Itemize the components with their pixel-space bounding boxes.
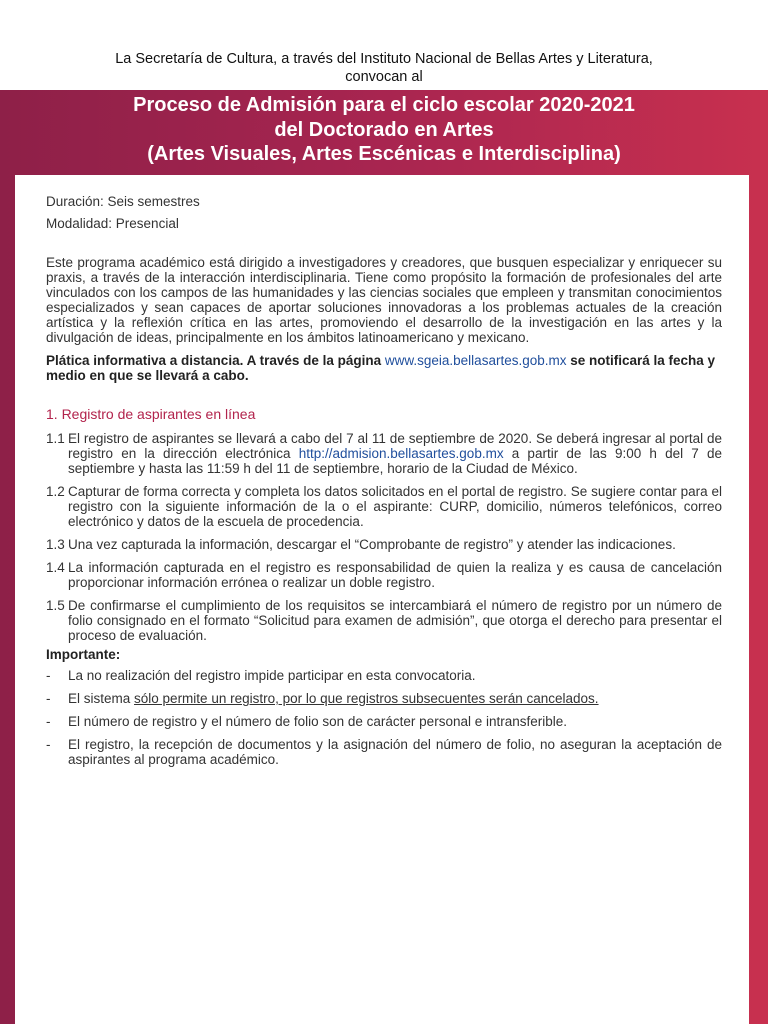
bullet-text: La no realización del registro impide participar en esta convocatoria.: [68, 668, 476, 683]
list-item: [46, 537, 722, 552]
admision-link[interactable]: http://admision.bellasartes.gob.mx: [298, 446, 504, 461]
bullet-dash: -: [46, 691, 51, 706]
duration: Duración: Seis semestres: [46, 194, 200, 209]
list-item: [46, 560, 722, 590]
info-session-text-before: Plática informativa a distancia. A través de la página: [46, 353, 385, 368]
bullet-item: [46, 691, 722, 706]
bullet-text-before: El sistema: [68, 691, 135, 706]
title-line-3: (Artes Visuales, Artes Escénicas e Interdisciplina): [147, 143, 621, 165]
item-number: 1.2: [46, 484, 65, 499]
item-number: 1.3: [46, 537, 65, 552]
intro-text: [0, 50, 768, 86]
bullet-underlined-text: sólo permite un registro, por lo que registros subsecuentes serán cancelados.: [134, 691, 599, 706]
bullet-text: [68, 691, 722, 706]
item-text: De confirmarse el cumplimiento de los requisitos se intercambiará el número de registro por un número de folio consignado en el formato “Solicitud para examen de admisión”, que otorga el derecho para presentar el proceso de evaluación.: [68, 598, 722, 643]
item-text: Capturar de forma correcta y completa los datos solicitados en el portal de registro. Se sugiere contar para el registro con la siguiente información de la o el aspirante: CURP, domicilio, números telefónicos, correo electrónico y datos de la escuela de procedencia.: [68, 484, 722, 529]
bullet-text: El número de registro y el número de folio son de carácter personal e intransferible.: [68, 714, 568, 729]
bullet-item: [46, 737, 722, 767]
program-description: Este programa académico está dirigido a investigadores y creadores, que busquen especializar y enriquecer su praxis, a través de la interacción interdisciplinaria. Tiene como propósito la formación de profesionales del arte vinculados con los campos de las humanidades y las ciencias sociales que empleen y transmitan conocimientos especializados y sean capaces de aportar soluciones innovadoras a los problemas actuales de la creación artística y la reflexión crítica en las artes, promoviendo el desarrollo de la investigación en las artes y la divulgación de ideas, principalmente en los ámbitos latinoamericano y mexicano.: [46, 255, 722, 345]
bullet-dash: -: [46, 714, 51, 729]
list-item: [46, 598, 722, 643]
item-text-before: El registro de aspirantes se llevará a cabo del 7 al 11 de septiembre de 2020. Se deberá ingresar al portal de registro en la dirección electrónica: [68, 431, 722, 461]
info-session-notice: [46, 353, 722, 383]
bullet-dash: -: [46, 737, 51, 752]
item-text-after: a partir de las 9:00 h del 7 de septiembre y hasta las 11:59 h del 11 de septiembre, horario de la Ciudad de México.: [68, 446, 722, 476]
intro-line-2: convocan al: [345, 69, 423, 85]
bullet-item: [46, 668, 722, 683]
item-number: 1.4: [46, 560, 65, 575]
modality: Modalidad: Presencial: [46, 216, 179, 231]
title-line-1: Proceso de Admisión para el ciclo escolar 2020-2021: [133, 94, 635, 116]
item-number: 1.5: [46, 598, 65, 613]
important-label: Importante:: [46, 647, 121, 662]
item-text: [68, 431, 722, 476]
list-item: [46, 484, 722, 529]
title-line-2: del Doctorado en Artes: [274, 118, 494, 141]
bullet-item: [46, 714, 722, 729]
item-text: Una vez capturada la información, descargar el “Comprobante de registro” y atender las indicaciones.: [68, 537, 676, 552]
item-number: 1.1: [46, 431, 65, 446]
section-title-registro: 1. Registro de aspirantes en línea: [46, 406, 256, 422]
info-session-text-after: se notificará la fecha y medio en que se llevará a cabo.: [46, 353, 716, 383]
page-title: [0, 93, 768, 167]
sgeia-link[interactable]: www.sgeia.bellasartes.gob.mx: [384, 353, 567, 368]
list-item: [46, 431, 722, 476]
document-body: [46, 191, 722, 775]
bullet-dash: -: [46, 668, 51, 683]
intro-line-1: La Secretaría de Cultura, a través del Instituto Nacional de Bellas Artes y Literatura,: [115, 51, 653, 67]
item-text: La información capturada en el registro es responsabilidad de quien la realiza y es causa de cancelación proporcionar información errónea o realizar un doble registro.: [68, 560, 722, 590]
bullet-text: El registro, la recepción de documentos y la asignación del número de folio, no aseguran la aceptación de aspirantes al programa académico.: [68, 737, 722, 767]
